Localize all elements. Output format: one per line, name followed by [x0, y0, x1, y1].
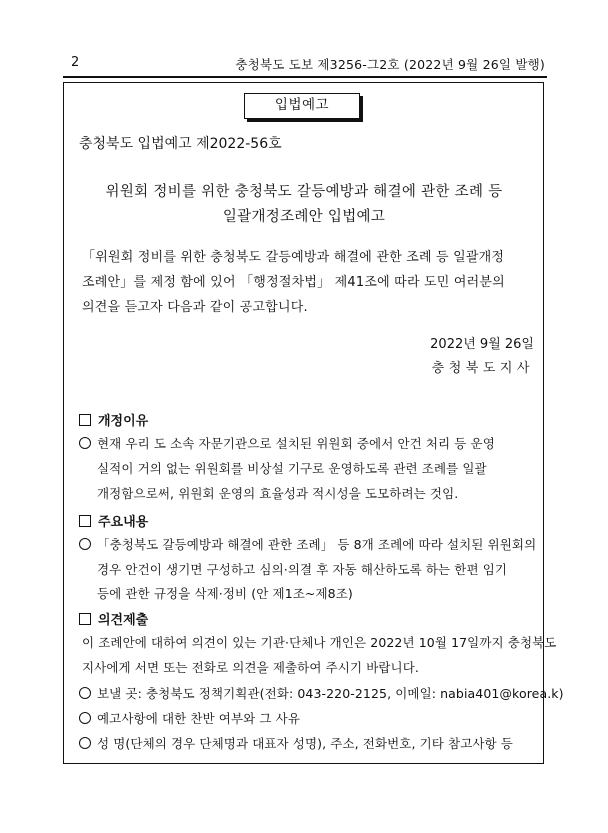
intro-line-2: 조례안」를 제정 함에 있어 「행정절차법」 제41조에 따라 도민 여러분의: [82, 275, 505, 290]
checkbox-square-icon: [79, 613, 91, 625]
intro-line-1: 「위원회 정비를 위한 충청북도 갈등예방과 해결에 관한 조례 등 일괄개정: [82, 250, 505, 265]
reason-line-2: 실적이 거의 없는 위원회를 비상설 기구로 운영하도록 관련 조례를 일괄: [97, 461, 487, 476]
intro-line-3: 의견을 듣고자 다음과 같이 공고합니다.: [82, 300, 308, 315]
circle-bullet-icon: [79, 737, 91, 749]
opinion-item-1: [79, 684, 564, 702]
checkbox-square-icon: [79, 515, 91, 527]
circle-bullet-icon: [79, 538, 91, 550]
notice-number: 충청북도 입법예고 제2022-56호: [79, 136, 282, 152]
notice-title-line-2: 일괄개정조례안 입법예고: [222, 209, 386, 225]
contents-line-3: 등에 관한 규정을 삭제·정비 (안 제1조~제8조): [97, 586, 353, 601]
contents-line-2: 경우 안건이 생기면 구성하고 심의·의결 후 자동 해산하도록 하는 한편 임기: [97, 562, 508, 577]
notice-title-line-1: 위원회 정비를 위한 충청북도 갈등예방과 해결에 관한 조례 등: [105, 184, 503, 200]
section-contents-heading: [79, 511, 148, 530]
header-rule: [63, 76, 547, 78]
page-number: 2: [71, 55, 80, 70]
circle-bullet-icon: [79, 712, 91, 724]
opinion-line-2: 지사에게 서면 또는 전화로 의견을 제출하여 주시기 바랍니다.: [82, 660, 419, 675]
contents-line-1: [79, 535, 536, 553]
opinion-item-text-1: 보낼 곳: 충청북도 정책기획관(전화: 043-220-2125, 이메일: nabia401@korea.k): [97, 686, 564, 701]
contents-text-1: 「충청북도 갈등예방과 해결에 관한 조례」 등 8개 조례에 따라 설치된 위원회의: [97, 537, 537, 552]
circle-bullet-icon: [79, 687, 91, 699]
section-opinion-heading: [79, 609, 148, 628]
circle-bullet-icon: [79, 437, 91, 449]
section-reason-heading: [79, 410, 148, 429]
opinion-item-text-2: 예고사항에 대한 찬반 여부와 그 사유: [97, 711, 300, 726]
opinion-item-text-3: 성 명(단체의 경우 단체명과 대표자 성명), 주소, 전화번호, 기타 참고사항 등: [97, 736, 513, 751]
reason-text-1: 현재 우리 도 소속 자문기관으로 설치된 위원회 중에서 안건 처리 등 운영: [97, 436, 495, 451]
reason-line-1: [79, 434, 495, 452]
section-reason-title: 개정이유: [98, 414, 149, 429]
notice-date: 2022년 9월 26일: [430, 337, 534, 352]
section-opinion-title: 의견제출: [98, 613, 149, 628]
reason-line-3: 개정함으로써, 위원회 운영의 효율성과 적시성을 도모하려는 것임.: [97, 486, 459, 501]
notice-badge: 입법예고: [244, 93, 360, 119]
opinion-item-3: [79, 734, 513, 752]
publication-info: 충청북도 도보 제3256-그2호 (2022년 9월 26일 발행): [235, 57, 545, 72]
checkbox-square-icon: [79, 414, 91, 426]
notice-signer: 충청북도지사: [431, 361, 534, 376]
opinion-line-1: 이 조례안에 대하여 의견이 있는 기관·단체나 개인은 2022년 10월 17일까지 충청북도: [82, 635, 557, 650]
opinion-item-2: [79, 709, 300, 727]
section-contents-title: 주요내용: [98, 515, 149, 530]
